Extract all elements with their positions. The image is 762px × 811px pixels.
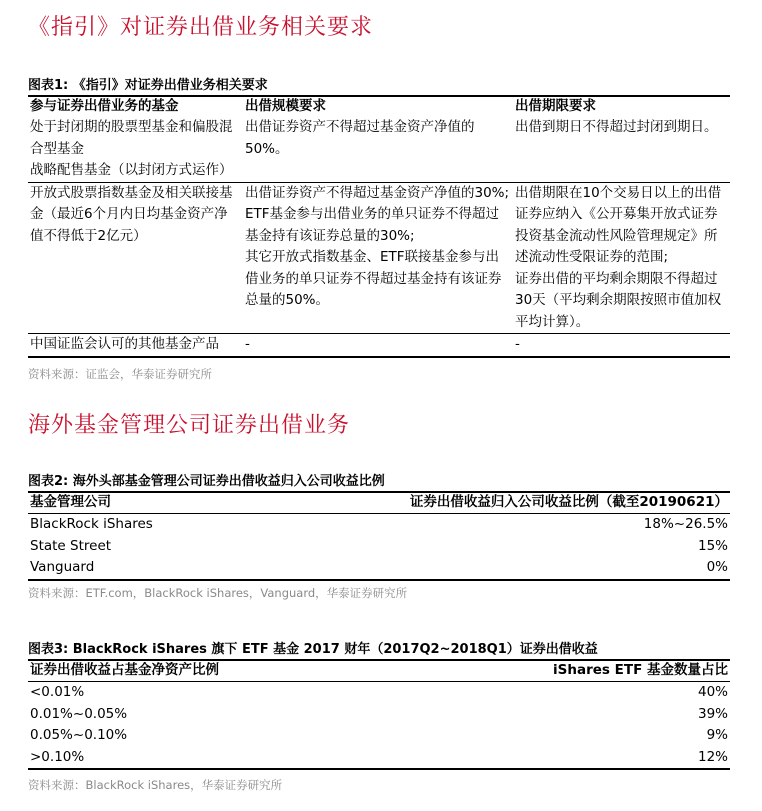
cell-fund: 处于封闭期的股票型基金和偏股混合型基金 战略配售基金（以封闭方式运作） [30,119,233,178]
figure-3-source: 资料来源：BlackRock iShares，华泰证券研究所 [28,778,283,792]
cell-range: <0.01% [30,684,85,700]
ishares-lending-income-table [28,660,730,770]
cell-company: BlackRock iShares [30,516,153,532]
section-heading-guidelines: 《指引》对证券出借业务相关要求 [28,15,374,40]
table-row [28,117,730,182]
table-header-row [28,492,730,514]
figure-1-title: 图表1: 《指引》对证券出借业务相关要求 [28,74,730,97]
cell-range: >0.10% [30,748,85,765]
figure-3-title: 图表3: BlackRock iShares 旗下 ETF 基金 2017 财年（2017Q2~2018Q1）证券出借收益 [28,638,730,661]
table-row [28,514,730,536]
lending-revenue-share-table [28,492,730,581]
cell-company: Vanguard [30,559,95,575]
cell-share: 15% [697,537,728,554]
table-header-row [28,96,730,117]
table-row [28,536,730,558]
cell-scale: 出借证券资产不得超过基金资产净值的50%。 [245,119,475,157]
cell-fund-share: 9% [706,727,728,743]
figure-2-source: 资料来源：ETF.com，BlackRock iShares，Vanguard，华泰证券研究所 [28,586,408,600]
table-row [28,747,730,770]
cell-fund-share: 39% [697,705,728,722]
cell-range: 0.05%~0.10% [30,727,128,743]
cell-scale: 出借证券资产不得超过基金资产净值的30%; ETF基金参与出借业务的单只证券不得超过基金持有该证券总量的30%; 其它开放式指数基金、ETF联接基金参与出借业务的单只证券不得超过基金持有该证券总量的50%。 [245,184,510,308]
figure-2-title: 图表2: 海外头部基金管理公司证券出借收益归入公司收益比例 [28,470,730,493]
guidelines-table [28,96,730,358]
cell-range: 0.01%~0.05% [30,705,128,722]
column-header-fund-share: iShares ETF 基金数量占比 [379,660,730,682]
cell-term: - [515,336,520,352]
table-row [28,182,730,334]
section-heading-overseas: 海外基金管理公司证券出借业务 [28,413,351,438]
table-row [28,682,730,704]
table-header-row [28,660,730,682]
column-header-company: 基金管理公司 [28,492,379,514]
table-row [28,334,730,357]
figure-1-source: 资料来源：证监会，华泰证券研究所 [28,367,212,381]
cell-scale: - [245,336,250,352]
cell-company: State Street [30,537,112,554]
cell-share: 18%~26.5% [643,516,728,532]
column-header-share: 证券出借收益归入公司收益比例（截至20190621） [379,492,730,514]
cell-fund-share: 12% [697,748,728,765]
cell-fund-share: 40% [697,684,728,700]
cell-share: 0% [706,559,728,575]
cell-term: 出借到期日不得超过封闭到期日。 [515,119,718,135]
table-row [28,704,730,726]
table-row [28,557,730,580]
column-header-term: 出借期限要求 [515,98,596,114]
cell-term: 出借期限在10个交易日以上的出借证券应纳入《公开募集开放式证券投资基金流动性风险管理规定》所述流动性受限证券的范围; 证券出借的平均剩余期限不得超过30天（平均剩余期限按照市值加权平均计算）。 [515,184,722,330]
cell-fund: 中国证监会认可的其他基金产品 [30,336,219,352]
column-header-fund: 参与证券出借业务的基金 [30,98,179,114]
column-header-scale: 出借规模要求 [245,98,326,114]
column-header-ratio: 证券出借收益占基金净资产比例 [28,660,379,682]
table-row [28,725,730,747]
cell-fund: 开放式股票指数基金及相关联接基金（最近6个月内日均基金资产净值不得低于2亿元） [30,184,233,244]
